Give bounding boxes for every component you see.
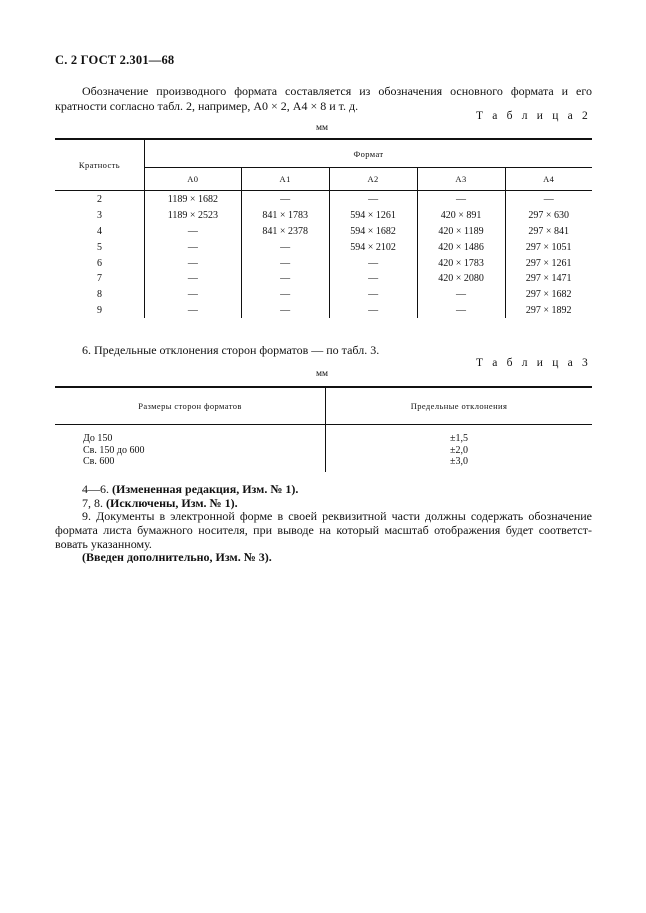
deviation-value: ±3,0 — [450, 456, 468, 467]
table-cell: — — [417, 287, 505, 303]
table-row — [55, 271, 592, 287]
table-cell: — — [145, 303, 242, 319]
col-sizes-header: Размеры сторон форматов — [55, 387, 326, 425]
note-prefix: 7, 8. — [82, 496, 106, 510]
table-cell: — — [241, 255, 329, 271]
table-cell: 1189 × 2523 — [145, 208, 242, 224]
table-cell: 7 — [97, 273, 102, 285]
page-header: С. 2 ГОСТ 2.301—68 — [55, 53, 175, 67]
table-cell: — — [329, 255, 417, 271]
table-cell: 297 × 1682 — [505, 287, 592, 303]
size-range: Св. 600 — [83, 456, 115, 467]
table-cell: — — [241, 287, 329, 303]
deviation-value: ±2,0 — [450, 444, 468, 456]
table-cell: 420 × 1189 — [417, 224, 505, 240]
table-cell: — — [329, 191, 417, 208]
table-row — [55, 425, 592, 473]
col-multiplicity-header: Кратность — [55, 139, 145, 191]
table-cell: 3 — [97, 210, 102, 222]
table-cell: 4 — [97, 225, 102, 237]
table-row — [55, 191, 592, 208]
table-cell: — — [145, 224, 242, 240]
note-bold: (Измененная редакция, Изм. № 1). — [112, 482, 299, 496]
deviation-value: ±1,5 — [450, 433, 468, 444]
table-cell: 297 × 1261 — [505, 255, 592, 271]
table-cell: — — [505, 191, 592, 208]
deviations-cell — [326, 425, 593, 473]
table-cell: — — [241, 303, 329, 319]
table-cell: 594 × 2102 — [329, 239, 417, 255]
table-cell: 594 × 1682 — [329, 224, 417, 240]
table-cell: — — [329, 271, 417, 287]
note-bold: (Исключены, Изм. № 1). — [106, 496, 238, 510]
table-cell: — — [145, 287, 242, 303]
format-header-a2: А2 — [329, 168, 417, 191]
table-row — [55, 239, 592, 255]
table-cell: 420 × 1783 — [417, 255, 505, 271]
item-9-line-3: вовать указанному. — [55, 537, 152, 551]
note-amendment-1 — [82, 482, 298, 497]
table-row — [55, 224, 592, 240]
table-cell: 420 × 891 — [417, 208, 505, 224]
table-cell: 841 × 1783 — [241, 208, 329, 224]
table-cell: 841 × 2378 — [241, 224, 329, 240]
table-cell: 8 — [97, 289, 102, 301]
table2-unit: мм — [316, 123, 329, 133]
table-cell: — — [145, 239, 242, 255]
table-cell: — — [145, 271, 242, 287]
table2-label: Т а б л и ц а 2 — [475, 110, 591, 122]
table-cell: 297 × 1892 — [505, 303, 592, 319]
note-added-amendment-3: (Введен дополнительно, Изм. № 3). — [82, 550, 272, 564]
table-cell: 5 — [97, 241, 102, 253]
table-cell: 297 × 841 — [505, 224, 592, 240]
intro-line-1: Обозначение производного формата составляется из обозначения основного формата и его — [82, 84, 592, 98]
item-9-line-1: 9. Документы в электронной форме в своей реквизитной части должны содержать обозначение — [82, 509, 592, 523]
size-range: До 150 — [83, 433, 113, 444]
table-cell: — — [241, 191, 329, 208]
format-header-a1: А1 — [241, 168, 329, 191]
table-row — [55, 287, 592, 303]
item-6-text: 6. Предельные отклонения сторон форматов — по табл. 3. — [82, 343, 380, 357]
table3-label: Т а б л и ц а 3 — [475, 357, 591, 369]
col-deviations-header: Предельные отклонения — [326, 387, 593, 425]
item-9-line-2: формата листа бумажного носителя, при выводе на который масштаб отображения будет соответст- — [55, 523, 592, 537]
table-cell: — — [329, 303, 417, 319]
sizes-cell — [55, 425, 326, 473]
table-cell: — — [417, 191, 505, 208]
table-cell: 297 × 1051 — [505, 239, 592, 255]
table-cell: 2 — [97, 194, 102, 206]
note-prefix: 4—6. — [82, 482, 112, 496]
table-cell: 420 × 2080 — [417, 271, 505, 287]
table-cell: 9 — [97, 304, 102, 316]
format-header-a3: А3 — [417, 168, 505, 191]
table-cell: 297 × 1471 — [505, 271, 592, 287]
table3-unit: мм — [316, 369, 329, 379]
table-cell: — — [329, 287, 417, 303]
table-row — [55, 255, 592, 271]
table-cell: — — [417, 303, 505, 319]
table-cell: 594 × 1261 — [329, 208, 417, 224]
table-cell: — — [145, 255, 242, 271]
table-cell: 297 × 630 — [505, 208, 592, 224]
table-cell: 6 — [97, 257, 102, 269]
size-range: Св. 150 до 600 — [83, 444, 145, 456]
table-2-formats — [55, 138, 592, 318]
format-header-a0: А0 — [145, 168, 242, 191]
col-format-header: Формат — [145, 139, 593, 168]
table-3-deviations — [55, 386, 592, 472]
table-row — [55, 208, 592, 224]
table-row — [55, 303, 592, 319]
table-cell: 420 × 1486 — [417, 239, 505, 255]
format-header-a4: А4 — [505, 168, 592, 191]
table-cell: — — [241, 239, 329, 255]
table-cell: 1189 × 1682 — [145, 191, 242, 208]
table-cell: — — [241, 271, 329, 287]
intro-line-2: кратности согласно табл. 2, например, А0 × 2, А4 × 8 и т. д. — [55, 99, 359, 113]
